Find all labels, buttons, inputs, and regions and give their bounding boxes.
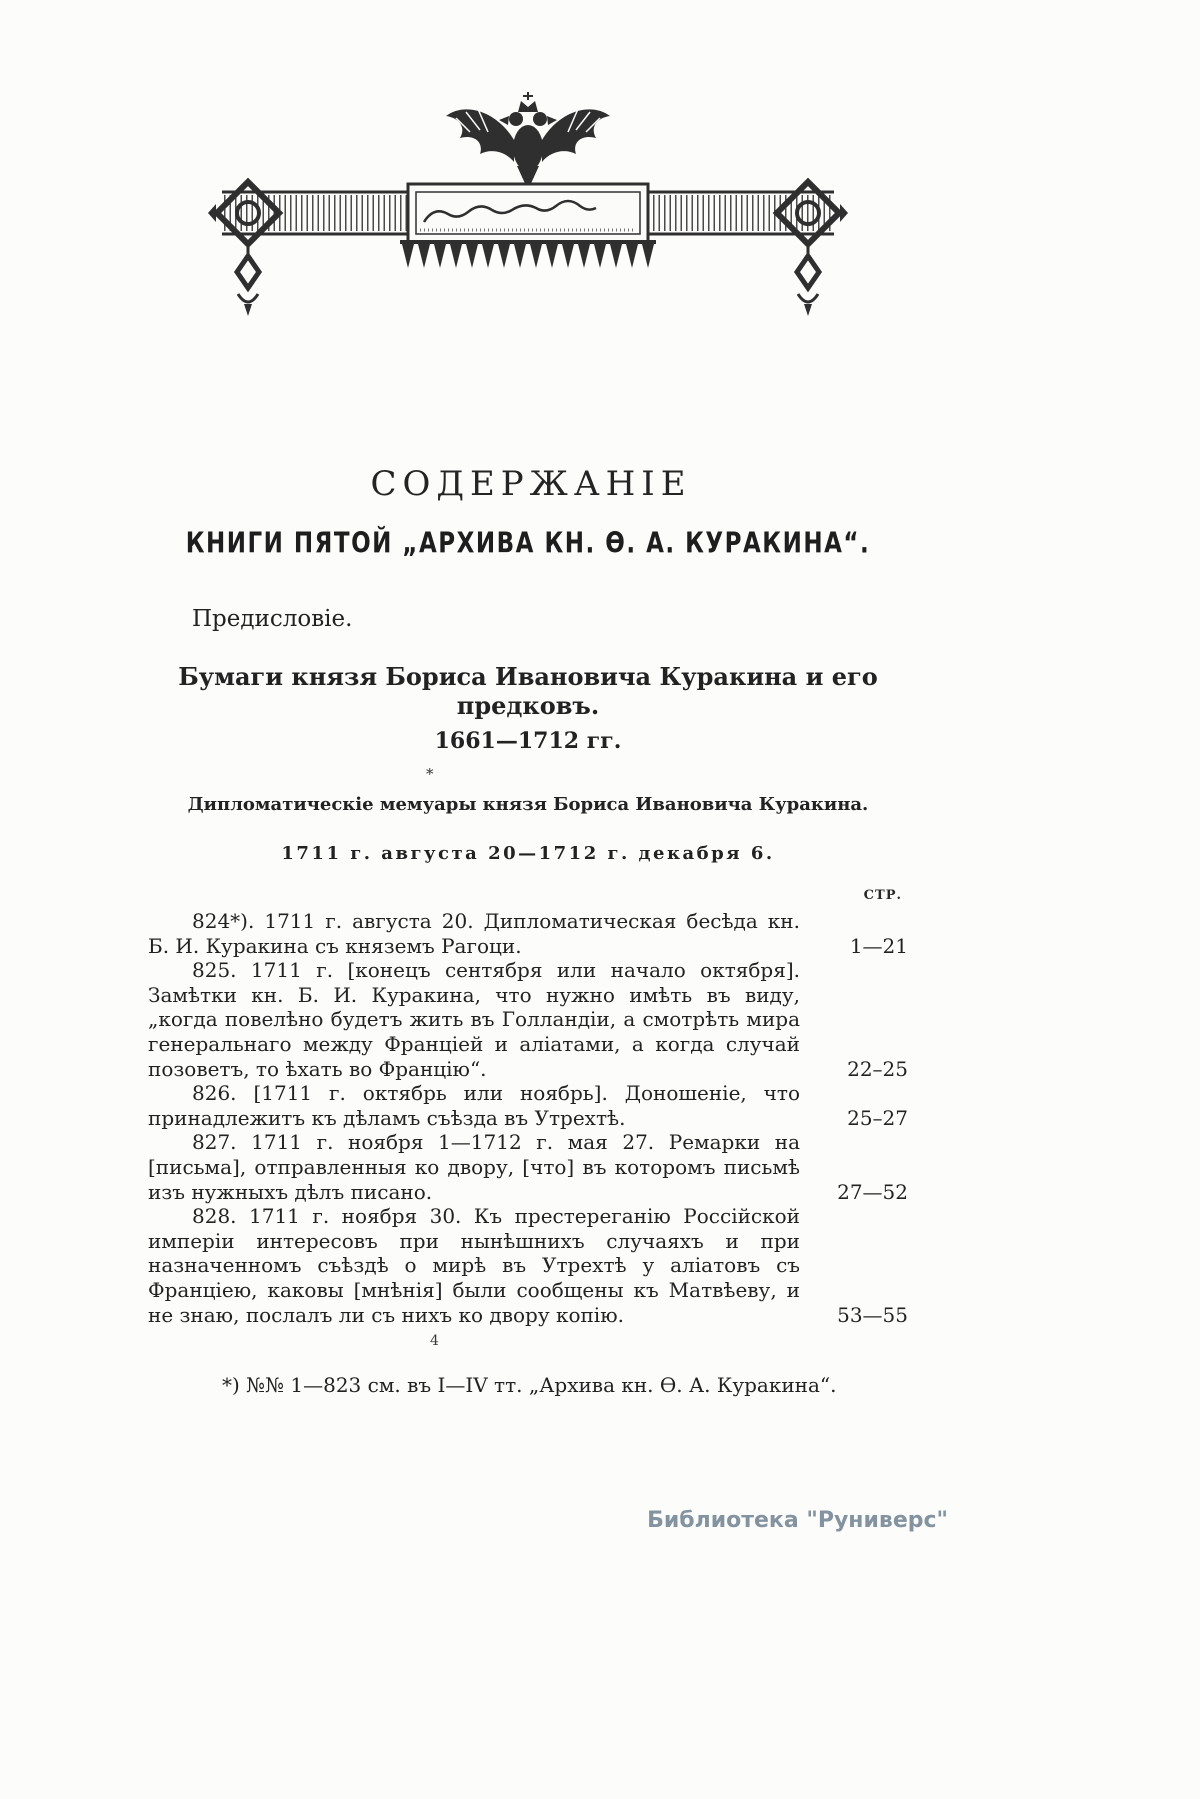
lace-fringe — [400, 242, 656, 268]
toc-entry — [148, 1130, 908, 1204]
section-years: 1661—1712 гг. — [434, 728, 622, 754]
toc-entry-text: 826. [1711 г. октябрь или ноябрь]. Доношеніе, что принадлежитъ къ дѣламъ съѣзда въ Утрехтѣ. — [148, 1081, 800, 1130]
toc-entry-pages: 27—52 — [837, 1179, 908, 1204]
toc-entry-text: 828. 1711 г. ноября 30. Къ престереганію Россійской имперіи интересовъ при нынѣшнихъ случаяхъ и при назначенномъ съѣздѣ о мирѣ въ Утрехтѣ у аліатовъ съ Франціею, каковы [мнѣнія] были сообщены къ Матвѣеву, и не знаю, послалъ ли съ нихъ ко двору копію. — [148, 1204, 800, 1327]
book-subtitle: КНИГИ ПЯТОЙ „АРХИВА КН. Ѳ. А. КУРАКИНА“. — [185, 528, 871, 560]
toc-entry-text: 827. 1711 г. ноября 1—1712 г. мая 27. Ремарки на [письма], отправленныя ко двору, [что] въ которомъ письмѣ изъ нужныхъ дѣлъ писано. — [148, 1130, 800, 1204]
central-cartouche — [408, 184, 648, 242]
separator-mark: * — [426, 765, 434, 783]
headpiece-engraving — [208, 92, 848, 332]
toc-list — [148, 909, 908, 1327]
right-knot-pendant — [777, 182, 848, 316]
toc-entry-pages: 53—55 — [837, 1302, 908, 1327]
section-title: Бумаги князя Бориса Ивановича Куракина и его предковъ. — [178, 662, 878, 720]
toc-entry-text: 824*). 1711 г. августа 20. Дипломатическая бесѣда кн. Б. И. Куракина съ княземъ Рагоци. — [148, 909, 800, 958]
toc-entry — [148, 1204, 908, 1327]
subsection-title: Дипломатическіе мемуары князя Бориса Ивановича Куракина. — [187, 794, 869, 815]
subsection-dates: 1711 г. августа 20—1712 г. декабря 6. — [281, 843, 775, 864]
toc-entry-pages: 25–27 — [847, 1105, 908, 1130]
toc-entry-pages: 22–25 — [847, 1056, 908, 1081]
headpiece-ornament — [148, 92, 908, 332]
pages-column-header: СТР. — [863, 888, 902, 903]
page-title: СОДЕРЖАНІЕ — [370, 464, 692, 504]
signature-mark: 4 — [430, 1333, 439, 1350]
footnote: *) №№ 1—823 см. въ I—IV тт. „Архива кн. Ѳ. А. Куракина“. — [222, 1373, 837, 1398]
book-page — [148, 0, 908, 1397]
left-knot-pendant — [208, 182, 279, 316]
toc-entry — [148, 909, 908, 958]
toc-entry — [148, 1081, 908, 1130]
library-watermark: Библиотека "Руниверс" — [647, 1508, 948, 1533]
toc-entry-pages: 1—21 — [849, 933, 908, 958]
toc-entry-text: 825. 1711 г. [конецъ сентября или начало октября]. Замѣтки кн. Б. И. Куракина, что нужно имѣть въ виду, „когда повелѣно будетъ жить въ Голландіи, а смотрѣть мира генеральнаго между Франціей и аліатами, а когда случай позоветъ, то ѣхать во Францію“. — [148, 958, 800, 1081]
double-headed-eagle-icon — [446, 92, 610, 190]
toc-entry — [148, 958, 908, 1081]
preface-label: Предисловіе. — [192, 606, 353, 632]
